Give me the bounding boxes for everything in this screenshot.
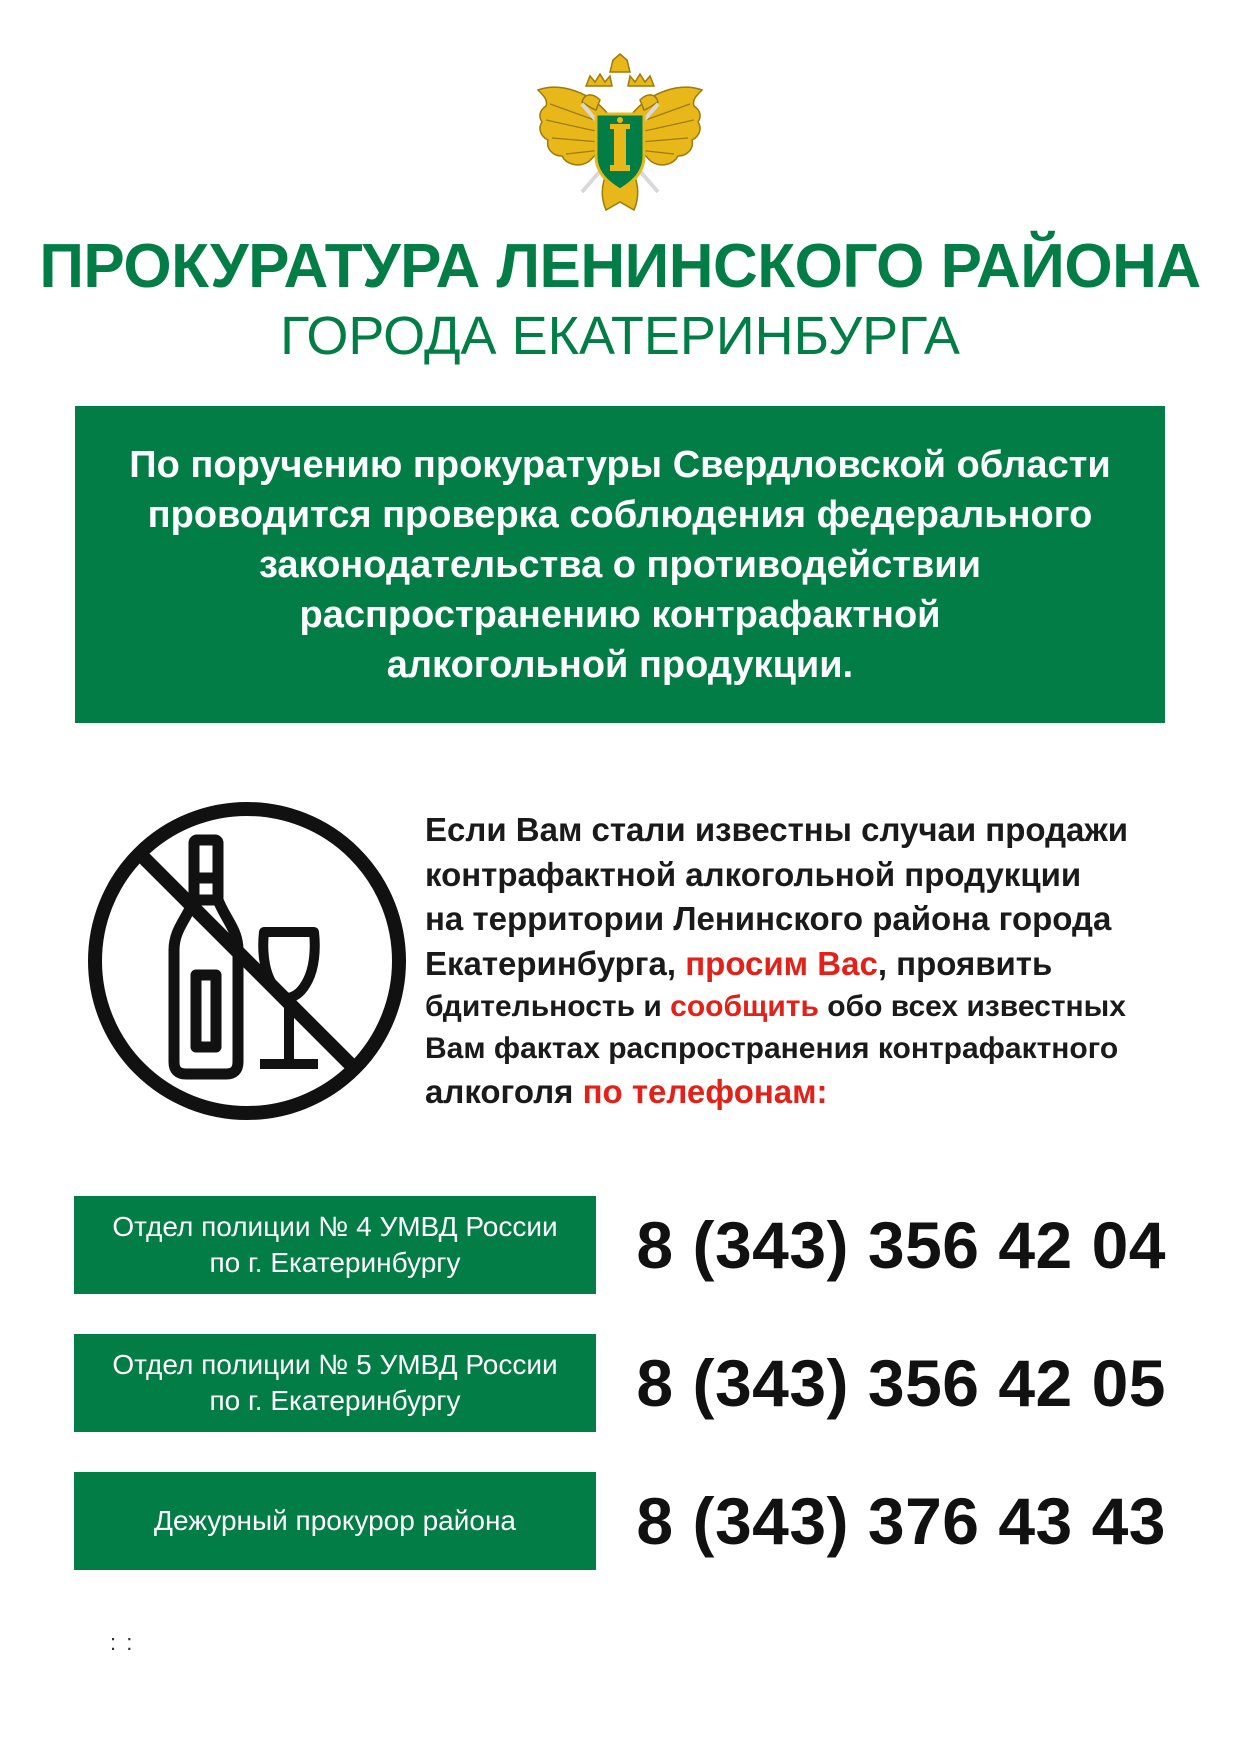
prosecutor-emblem-icon	[530, 52, 710, 218]
contact-label-line: Отдел полиции № 5 УМВД России	[112, 1349, 558, 1380]
appeal-text	[425, 808, 1165, 1115]
contact-label	[74, 1196, 596, 1294]
page-title: ПРОКУРАТУРА ЛЕНИНСКОГО РАЙОНА	[39, 232, 1201, 301]
appeal-text-fragment: обо всех известных	[818, 990, 1126, 1023]
notice-line: алкогольной продукции.	[386, 643, 854, 686]
appeal-text-fragment: , проявить	[877, 944, 1053, 982]
appeal-text-fragment: алкоголя	[425, 1073, 583, 1110]
notice-line: проводится проверка соблюдения федерального	[147, 493, 1093, 536]
page-subtitle: ГОРОДА ЕКАТЕРИНБУРГА	[280, 306, 960, 366]
appeal-line: контрафактной алкогольной продукции	[425, 855, 1082, 893]
appeal-text-fragment: бдительность и	[425, 990, 671, 1023]
highlight-request: просим Вас	[685, 944, 878, 982]
footer-dots: : :	[110, 1630, 135, 1655]
appeal-text-fragment: Екатеринбурга,	[425, 944, 686, 982]
no-alcohol-icon	[86, 800, 408, 1122]
contact-row-police-5	[74, 1334, 1166, 1432]
contact-phone[interactable]: 8 (343) 356 42 04	[636, 1208, 1166, 1282]
appeal-line	[425, 942, 1165, 987]
contact-row-police-4	[74, 1196, 1166, 1294]
contact-label-line: Отдел полиции № 4 УМВД России	[112, 1211, 558, 1242]
appeal-line: на территории Ленинского района города	[425, 900, 1112, 937]
notice-box	[75, 406, 1165, 723]
appeal-line	[425, 986, 1165, 1028]
notice-line: По поручению прокуратуры Свердловской области	[129, 443, 1111, 486]
highlight-report: сообщить	[670, 990, 819, 1023]
appeal-line: Вам фактах распространения контрафактного	[425, 1032, 1119, 1065]
contact-phone[interactable]: 8 (343) 376 43 43	[636, 1484, 1166, 1558]
notice-text	[90, 440, 1150, 690]
contact-label	[74, 1472, 596, 1570]
contact-phone[interactable]: 8 (343) 356 42 05	[636, 1346, 1166, 1420]
contact-label	[74, 1334, 596, 1432]
contact-label-line: Дежурный прокурор района	[154, 1505, 516, 1536]
highlight-phones: по телефонам:	[582, 1073, 828, 1110]
contact-label-line: по г. Екатеринбургу	[209, 1247, 461, 1278]
notice-line: законодательства о противодействии	[259, 543, 981, 586]
contact-label-line: по г. Екатеринбургу	[209, 1385, 461, 1416]
contact-row-duty-prosecutor	[74, 1472, 1166, 1570]
appeal-line	[425, 1070, 1165, 1115]
notice-line: распространению контрафактной	[299, 593, 941, 636]
appeal-line: Если Вам стали известны случаи продажи	[425, 811, 1129, 848]
